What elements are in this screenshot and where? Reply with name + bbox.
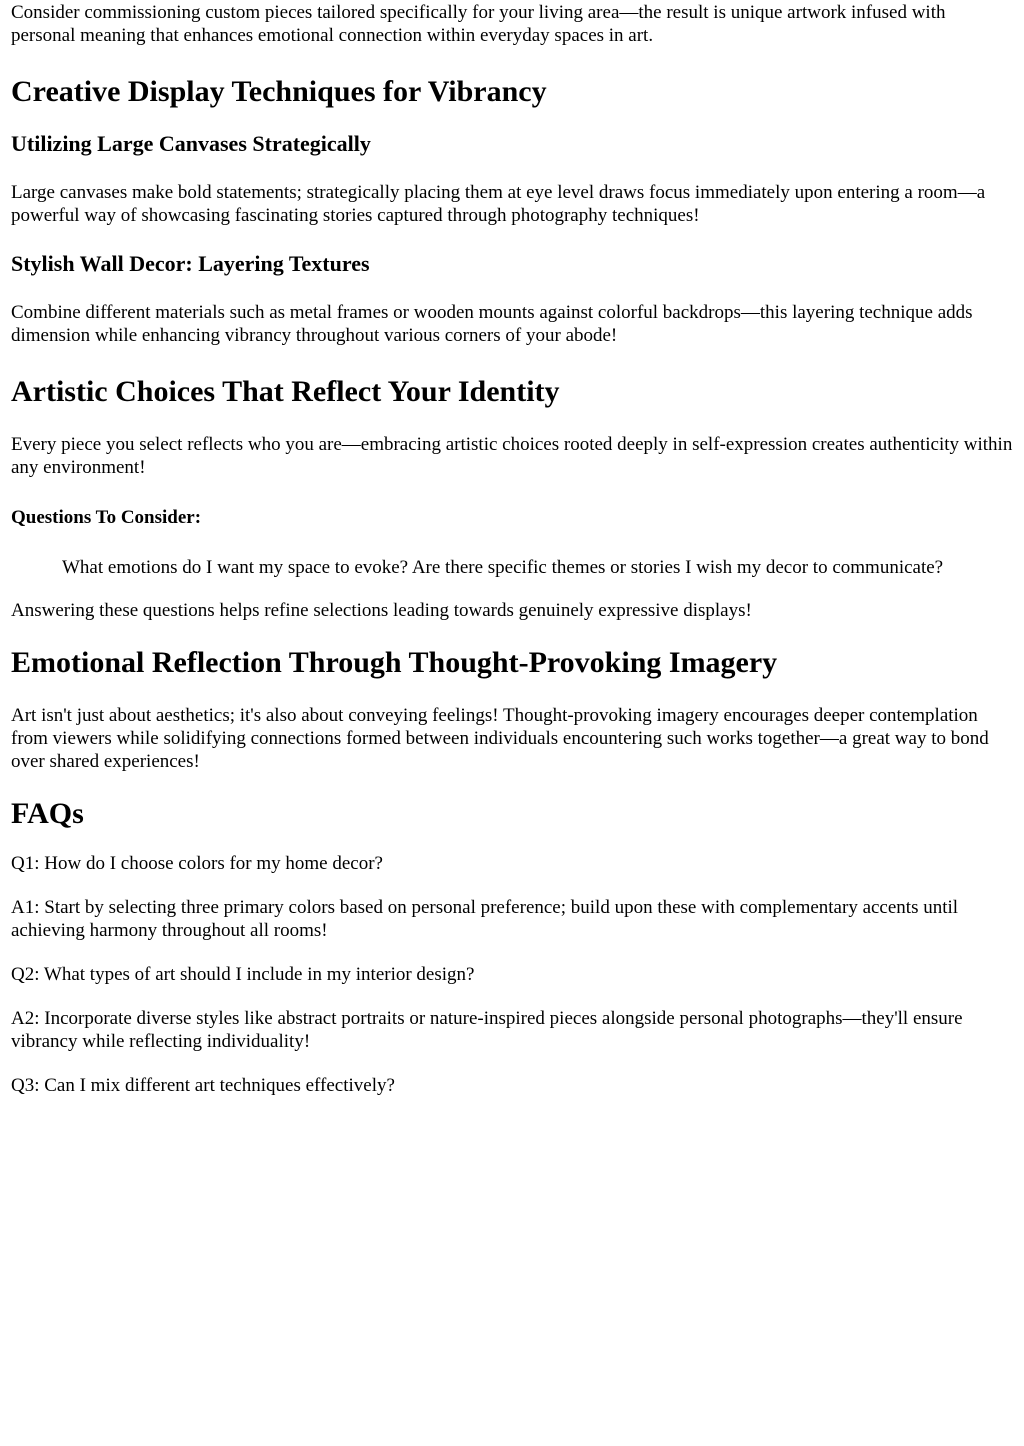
heading-faqs: FAQs xyxy=(11,797,84,830)
faq-answer-1: A1: Start by selecting three primary colors based on personal preference; build upon these with complementary accents until achieving harmony throughout all rooms! xyxy=(11,897,959,941)
paragraph-artistic-choices: Every piece you select reflects who you are—embracing artistic choices rooted deeply in self-expression creates authenticity within any environment! xyxy=(11,434,1013,478)
heading-questions: Questions To Consider: xyxy=(11,507,202,528)
faq-question-1: Q1: How do I choose colors for my home decor? xyxy=(11,853,383,874)
faq-question-3: Q3: Can I mix different art techniques effectively? xyxy=(11,1075,395,1096)
intro-paragraph: Consider commissioning custom pieces tailored specifically for your living area—the result is unique artwork infused with personal meaning that enhances emotional connection within everyday spaces in art. xyxy=(11,2,946,46)
heading-layering-textures: Stylish Wall Decor: Layering Textures xyxy=(11,251,370,276)
paragraph-layering-textures: Combine different materials such as metal frames or wooden mounts against colorful backdrops—this layering technique adds dimension while enhancing vibrancy throughout various corners of your abode! xyxy=(11,302,973,346)
faq-answer-2: A2: Incorporate diverse styles like abstract portraits or nature-inspired pieces alongside personal photographs—they'll ensure vibrancy while reflecting individuality! xyxy=(11,1008,963,1052)
faq-question-2: Q2: What types of art should I include in my interior design? xyxy=(11,964,475,985)
heading-emotional-reflection: Emotional Reflection Through Thought-Provoking Imagery xyxy=(11,646,778,679)
questions-blockquote: What emotions do I want my space to evoke? Are there specific themes or stories I wish my decor to communicate? xyxy=(62,557,944,578)
paragraph-answering: Answering these questions helps refine selections leading towards genuinely expressive displays! xyxy=(11,600,752,621)
paragraph-large-canvases: Large canvases make bold statements; strategically placing them at eye level draws focus immediately upon entering a room—a powerful way of showcasing fascinating stories captured through photography techniques! xyxy=(11,182,986,226)
heading-artistic-choices: Artistic Choices That Reflect Your Identity xyxy=(11,375,560,408)
heading-creative-display: Creative Display Techniques for Vibrancy xyxy=(11,75,547,108)
paragraph-emotional-reflection: Art isn't just about aesthetics; it's also about conveying feelings! Thought-provoking imagery encourages deeper contemplation from viewers while solidifying connections formed between individuals encountering such works together—a great way to bond over shared experiences! xyxy=(11,705,989,772)
heading-large-canvases: Utilizing Large Canvases Strategically xyxy=(11,131,371,156)
